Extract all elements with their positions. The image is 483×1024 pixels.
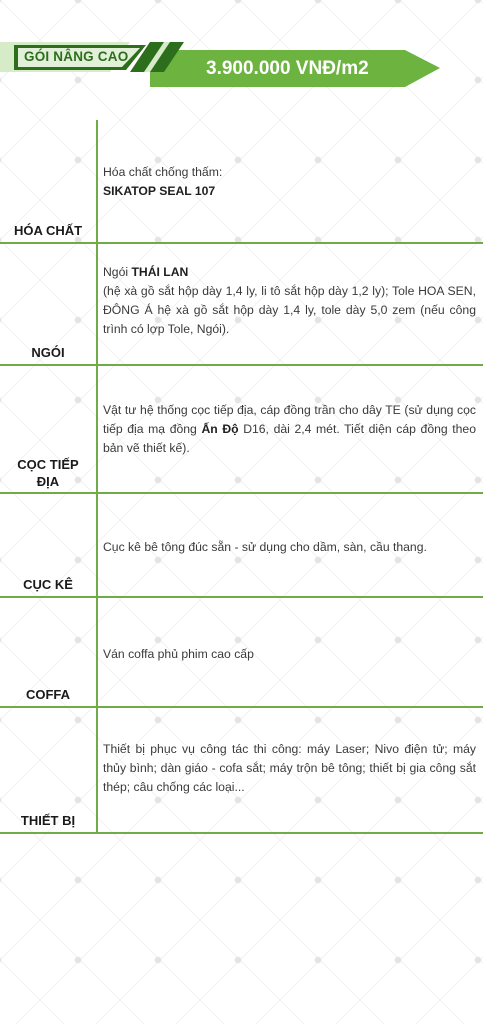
description-highlight: SIKATOP SEAL 107 [103,184,216,198]
row-divider [0,706,483,708]
package-header [0,0,483,110]
row-divider [0,492,483,494]
column-divider [96,120,98,832]
row-label: HÓA CHẤT [13,223,83,238]
row-label: NGÓI [31,345,65,360]
description-text: D16, dài 2,4 mét. Tiết diện cáp đồng theo bản vẽ thiết kế). [103,422,476,455]
row-description [103,163,476,201]
row-label: CỤC KÊ [23,577,73,592]
description-highlight: THÁI LAN [131,265,189,279]
description-text: (hệ xà gồ sắt hộp dày 1,4 ly, li tô sắt hộp dày 1,2 ly); Tole HOA SEN, ĐÔNG Á hệ xà gồ sắt hộp dày 1,4 ly, tole dày 5,0 zem (nếu công trình có lợp Tole, Ngói). [103,284,476,336]
description-text: Hóa chất chống thấm: [103,165,223,179]
row-description: Thiết bị phục vụ công tác thi công: máy Laser; Nivo điện tử; máy thủy bình; dàn giáo - cofa sắt; máy trộn bê tông; thiết bị gia công sắt thép; câu chống các loại... [103,742,476,794]
row-description [103,263,476,339]
row-divider [0,242,483,244]
description-text: Vật tư hệ thống cọc tiếp địa, cáp đồng trần cho dây TE (sử dụng cọc tiếp địa mạ đồng [103,403,476,436]
row-divider [0,832,483,834]
package-price: 3.900.000 VNĐ/m2 [206,58,369,79]
description-text: Ngói [103,265,132,279]
row-description: Cục kê bê tông đúc sẵn - sử dụng cho dầm, sàn, cầu thang. [103,540,427,554]
row-description: Ván coffa phủ phim cao cấp [103,647,254,661]
row-description [103,401,476,458]
row-label: COFFA [25,687,71,702]
row-label-line: CỌC TIẾP [17,457,79,472]
row-divider [0,596,483,598]
row-label-line: ĐỊA [36,474,60,489]
row-label: THIẾT BỊ [20,813,76,828]
package-name: GÓI NÂNG CAO [24,49,129,64]
row-divider [0,364,483,366]
description-highlight: Ấn Độ [201,422,239,436]
row-label [0,456,96,490]
